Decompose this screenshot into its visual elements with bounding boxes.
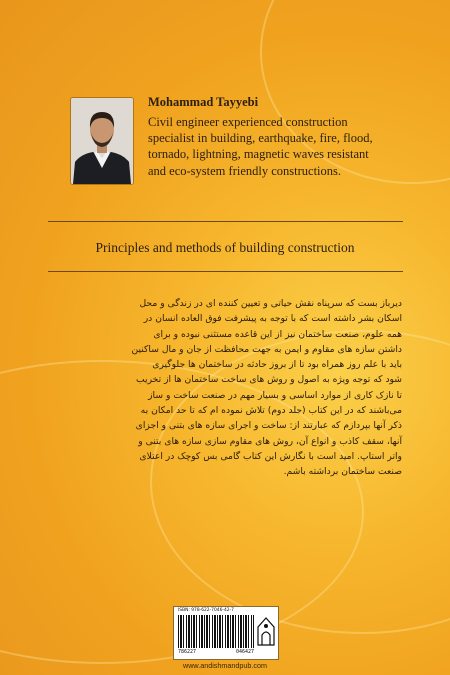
divider-top <box>48 221 403 222</box>
publisher-logo-icon <box>257 617 275 647</box>
book-english-title: Principles and methods of building construction <box>95 240 355 255</box>
description-line: داشتن سازه های مقاوم و ایمن به جهت محافظت از جان و مال ساکنین <box>131 343 402 355</box>
isbn-barcode-box <box>173 606 279 660</box>
description-line: تا نازک کاری از موارد اساسی و بسیار مهم در صنعت ساخت و ساز <box>148 389 402 401</box>
author-bio-line: and eco-system friendly constructions. <box>148 163 342 178</box>
barcode-digits <box>178 649 254 655</box>
description-line: باید با علم روز همراه بود تا از بروز حادثه در ساختمان ها جلوگیری <box>152 359 402 371</box>
author-photo <box>70 97 134 185</box>
author-bio <box>148 114 418 179</box>
description-line: آنها، سقف کاذب و انواع آن، روش های مقاوم سازی سازه های بتنی و <box>138 435 402 447</box>
barcode-digits-right: 046427 <box>235 649 254 655</box>
author-bio-line: specialist in building, earthquake, fire, flood, <box>148 131 373 146</box>
description-line: می‌باشند که در این کتاب (جلد دوم) تلاش نموده ام که تا حد امکان به <box>140 405 402 417</box>
description-line: ذکر آنها بپردازم که عبارتند از: ساخت و اجرای سازه های بتنی و اجزای <box>135 420 402 432</box>
description-line: دیرباز بست که سرپناه نقش حیاتی و تعیین کننده ای در زندگی و محل <box>139 298 402 309</box>
description-line: شود که توجه ویژه به اصول و روش های ساخت ساختمان ها از تخریب <box>136 374 402 386</box>
isbn-number: ISBN: 978-622-7046-42-7 <box>178 608 234 613</box>
author-name: Mohammad Tayyebi <box>148 95 259 109</box>
divider-bottom <box>48 271 403 272</box>
author-bio-line: Civil engineer experienced construction <box>148 115 348 129</box>
book-description <box>56 296 402 480</box>
publisher-website: www.andishmandpub.com <box>183 661 267 670</box>
description-line: واتر استاپ. امید است با نگارش این کتاب گامی بس کوچک در اعتلای <box>139 450 402 462</box>
barcode-bars <box>178 615 254 648</box>
description-line: اسکان بشر داشته است که با توجه به پیشرفت فوق العاده انسان در <box>143 313 402 325</box>
barcode-digits-left: 786227 <box>178 649 197 655</box>
description-line: صنعت ساختمان برداشته باشم. <box>283 466 402 478</box>
author-bio-line: tornado, lightning, magnetic waves resistant <box>148 147 369 162</box>
description-line: همه علوم، صنعت ساختمان نیز از این قاعده مستثنی نبوده و برای <box>153 328 402 340</box>
